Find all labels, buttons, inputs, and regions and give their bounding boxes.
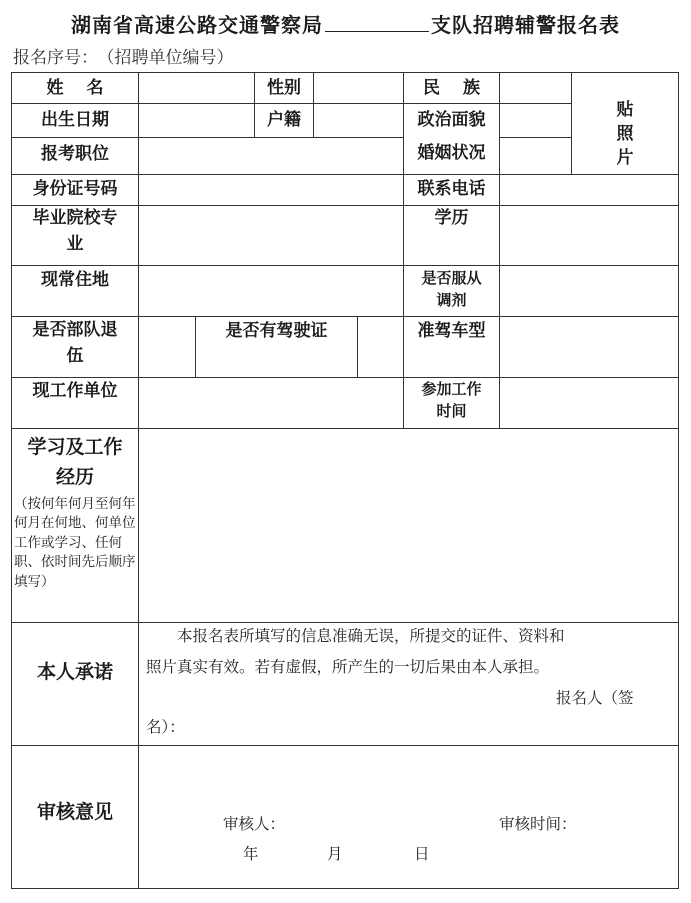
- phone-label: 联系电话: [417, 179, 486, 199]
- review-time-label: 审核时间：: [499, 815, 577, 833]
- pledge-line-1: 本报名表所填写的信息准确无误，所提交的证件、资料和: [146, 627, 565, 645]
- month-label: 月: [327, 845, 343, 863]
- ethnicity-label: 民 族: [423, 78, 480, 98]
- position-field[interactable]: [138, 137, 404, 175]
- form-title: [0, 9, 691, 38]
- license-type-label: 准驾车型: [417, 321, 486, 341]
- name-field[interactable]: [138, 72, 255, 104]
- gender-label: 性别: [267, 78, 301, 98]
- birth-date-label: 出生日期: [41, 110, 109, 130]
- accept-adjust-label: 是否服从 调剂: [421, 269, 482, 309]
- has-license-label: 是否有驾驶证: [225, 321, 328, 341]
- year-label: 年: [243, 845, 259, 863]
- veteran-field[interactable]: [138, 316, 196, 378]
- review-content-cell: [138, 745, 679, 889]
- marital-status-label: 婚姻状况: [417, 143, 486, 163]
- name-label: 姓 名: [46, 78, 104, 98]
- residence-label: 现常住地: [41, 270, 109, 290]
- signer-label-cont: 名）：: [146, 718, 185, 736]
- branch-name-blank[interactable]: [325, 13, 429, 32]
- license-type-field[interactable]: [499, 316, 679, 378]
- hukou-label: 户籍: [267, 110, 301, 130]
- birth-date-field[interactable]: [138, 103, 255, 138]
- pledge-label: 本人承诺: [36, 661, 113, 683]
- resume-note: （按何年何月至何年何月在何地、何单位工作或学习、任何职、依时间先后顺序填写）: [14, 495, 136, 591]
- education-field[interactable]: [499, 205, 679, 266]
- resume-label: 学习及工作 经历: [27, 436, 123, 489]
- title-suffix: 支队招聘辅警报名表: [431, 13, 620, 37]
- school-major-field[interactable]: [138, 205, 404, 266]
- review-label: 审核意见: [36, 801, 113, 823]
- title-prefix: 湖南省高速公路交通警察局: [71, 13, 323, 37]
- work-start-label: 参加工作 时间: [421, 380, 482, 420]
- political-status-field[interactable]: [499, 103, 572, 138]
- hukou-field[interactable]: [313, 103, 404, 138]
- residence-field[interactable]: [138, 265, 404, 317]
- gender-field[interactable]: [313, 72, 404, 104]
- reviewer-label: 审核人：: [223, 815, 286, 833]
- photo-label: 贴 照 片: [616, 100, 634, 169]
- education-label: 学历: [434, 208, 469, 228]
- school-major-label: 毕业院校专 业: [32, 208, 118, 254]
- serial-number-row: [13, 43, 234, 68]
- pledge-line-2: 照片真实有效。若有虚假，所产生的一切后果由本人承担。: [146, 658, 550, 676]
- veteran-label: 是否部队退 伍: [32, 320, 118, 366]
- resume-label-block: [14, 432, 136, 593]
- has-license-field[interactable]: [357, 316, 404, 378]
- employer-field[interactable]: [138, 377, 404, 429]
- work-start-field[interactable]: [499, 377, 679, 429]
- accept-adjust-field[interactable]: [499, 265, 679, 317]
- serial-hint: （招聘单位编号）: [106, 48, 234, 68]
- id-number-field[interactable]: [138, 174, 404, 206]
- marital-status-field[interactable]: [499, 137, 572, 175]
- employer-label: 现工作单位: [32, 381, 118, 401]
- political-status-label: 政治面貌: [417, 110, 486, 130]
- phone-field[interactable]: [499, 174, 679, 206]
- day-label: 日: [414, 845, 430, 863]
- ethnicity-field[interactable]: [499, 72, 572, 104]
- position-label: 报考职位: [41, 144, 109, 164]
- serial-label: 报名序号：: [13, 48, 98, 68]
- resume-field[interactable]: [138, 428, 679, 623]
- id-number-label: 身份证号码: [32, 179, 118, 199]
- signer-label: 报名人（签: [556, 689, 634, 707]
